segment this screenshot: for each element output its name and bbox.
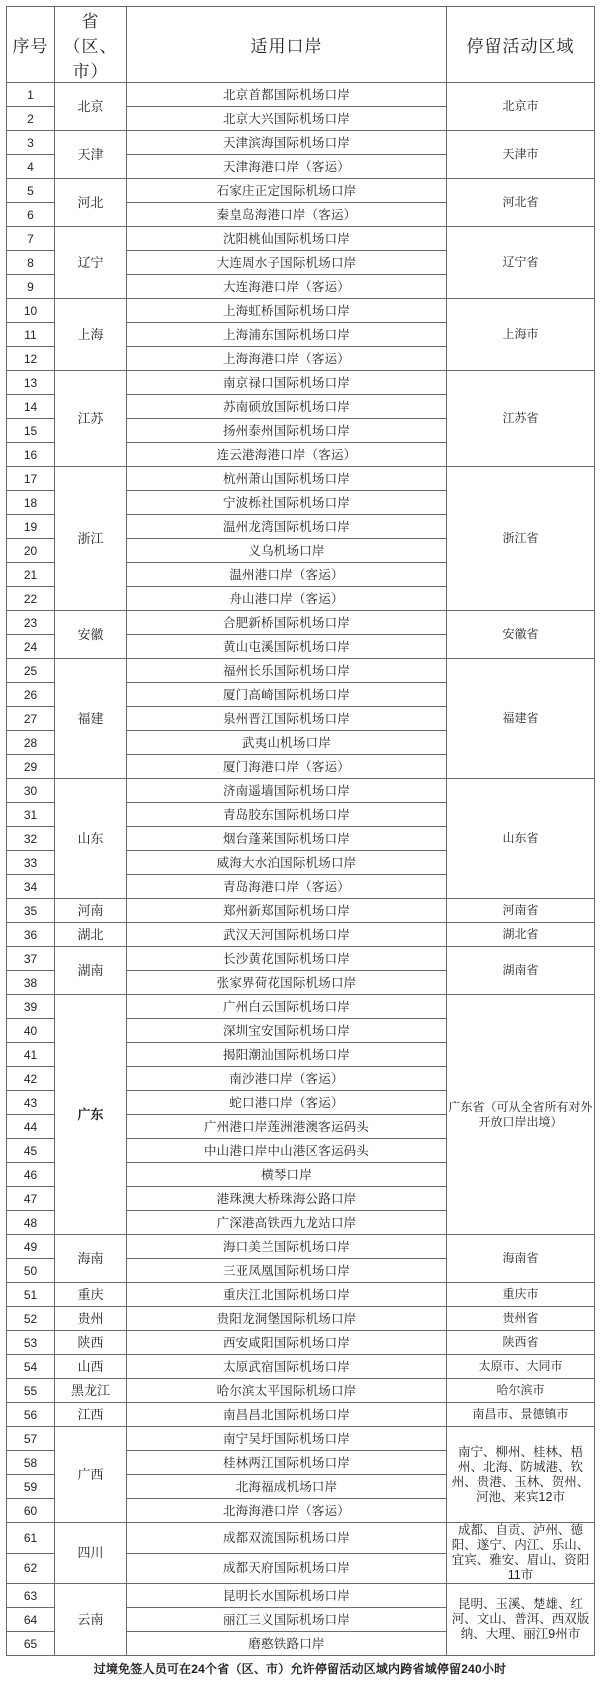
table-row xyxy=(7,299,595,323)
cell-no: 17 xyxy=(7,467,55,491)
cell-province: 安徽 xyxy=(55,611,127,659)
table-row xyxy=(7,779,595,803)
cell-province: 河北 xyxy=(55,179,127,227)
cell-province: 广西 xyxy=(55,1427,127,1523)
cell-no: 63 xyxy=(7,1584,55,1608)
cell-no: 13 xyxy=(7,371,55,395)
cell-no: 53 xyxy=(7,1331,55,1355)
cell-port: 北京首都国际机场口岸 xyxy=(127,83,447,107)
cell-no: 55 xyxy=(7,1379,55,1403)
table-row xyxy=(7,947,595,971)
cell-area: 山东省 xyxy=(447,779,595,899)
cell-port: 苏南硕放国际机场口岸 xyxy=(127,395,447,419)
cell-province: 山东 xyxy=(55,779,127,899)
cell-no: 30 xyxy=(7,779,55,803)
table-row xyxy=(7,1379,595,1403)
cell-no: 29 xyxy=(7,755,55,779)
cell-no: 22 xyxy=(7,587,55,611)
cell-no: 6 xyxy=(7,203,55,227)
cell-no: 60 xyxy=(7,1499,55,1523)
cell-area: 浙江省 xyxy=(447,467,595,611)
cell-province: 陕西 xyxy=(55,1331,127,1355)
table-header xyxy=(7,7,595,83)
cell-port: 大连海港口岸（客运） xyxy=(127,275,447,299)
cell-port: 上海海港口岸（客运） xyxy=(127,347,447,371)
cell-port: 天津滨海国际机场口岸 xyxy=(127,131,447,155)
cell-port: 温州港口岸（客运） xyxy=(127,563,447,587)
cell-port: 舟山港口岸（客运） xyxy=(127,587,447,611)
table-row xyxy=(7,1355,595,1379)
cell-port: 郑州新郑国际机场口岸 xyxy=(127,899,447,923)
cell-port: 义乌机场口岸 xyxy=(127,539,447,563)
cell-no: 14 xyxy=(7,395,55,419)
cell-no: 21 xyxy=(7,563,55,587)
cell-province: 天津 xyxy=(55,131,127,179)
footnote: 过境免签人员可在24个省（区、市）允许停留活动区域内跨省域停留240小时 xyxy=(93,1662,507,1676)
cell-port: 上海浦东国际机场口岸 xyxy=(127,323,447,347)
cell-province: 海南 xyxy=(55,1235,127,1283)
cell-no: 33 xyxy=(7,851,55,875)
table-row xyxy=(7,1283,595,1307)
cell-no: 65 xyxy=(7,1632,55,1656)
cell-port: 杭州萧山国际机场口岸 xyxy=(127,467,447,491)
cell-port: 西安咸阳国际机场口岸 xyxy=(127,1331,447,1355)
table-row xyxy=(7,659,595,683)
cell-no: 37 xyxy=(7,947,55,971)
table-row xyxy=(7,227,595,251)
table-body xyxy=(7,83,595,1656)
cell-port: 上海虹桥国际机场口岸 xyxy=(127,299,447,323)
cell-no: 7 xyxy=(7,227,55,251)
cell-province: 湖北 xyxy=(55,923,127,947)
column-header-province: 省（区、市） xyxy=(55,7,127,83)
cell-port: 重庆江北国际机场口岸 xyxy=(127,1283,447,1307)
cell-area: 成都、自贡、泸州、德阳、遂宁、内江、乐山、宜宾、雅安、眉山、资阳11市 xyxy=(447,1523,595,1584)
cell-port: 南宁吴圩国际机场口岸 xyxy=(127,1427,447,1451)
cell-no: 2 xyxy=(7,107,55,131)
cell-province: 江苏 xyxy=(55,371,127,467)
cell-port: 哈尔滨太平国际机场口岸 xyxy=(127,1379,447,1403)
cell-area: 湖南省 xyxy=(447,947,595,995)
cell-port: 青岛海港口岸（客运） xyxy=(127,875,447,899)
cell-port: 大连周水子国际机场口岸 xyxy=(127,251,447,275)
cell-port: 成都双流国际机场口岸 xyxy=(127,1523,447,1554)
cell-port: 宁波栎社国际机场口岸 xyxy=(127,491,447,515)
table-row xyxy=(7,371,595,395)
cell-no: 52 xyxy=(7,1307,55,1331)
cell-no: 5 xyxy=(7,179,55,203)
cell-no: 59 xyxy=(7,1475,55,1499)
cell-port: 连云港海港口岸（客运） xyxy=(127,443,447,467)
cell-port: 北海福成机场口岸 xyxy=(127,1475,447,1499)
table-row xyxy=(7,1584,595,1608)
cell-no: 10 xyxy=(7,299,55,323)
column-header-port: 适用口岸 xyxy=(127,7,447,83)
cell-no: 19 xyxy=(7,515,55,539)
cell-no: 34 xyxy=(7,875,55,899)
cell-no: 16 xyxy=(7,443,55,467)
cell-port: 揭阳潮汕国际机场口岸 xyxy=(127,1043,447,1067)
cell-province: 河南 xyxy=(55,899,127,923)
cell-no: 47 xyxy=(7,1187,55,1211)
cell-port: 福州长乐国际机场口岸 xyxy=(127,659,447,683)
table-row xyxy=(7,179,595,203)
cell-no: 64 xyxy=(7,1608,55,1632)
cell-no: 3 xyxy=(7,131,55,155)
cell-port: 丽江三义国际机场口岸 xyxy=(127,1608,447,1632)
cell-area: 上海市 xyxy=(447,299,595,371)
cell-area: 贵州省 xyxy=(447,1307,595,1331)
cell-area: 哈尔滨市 xyxy=(447,1379,595,1403)
cell-port: 中山港口岸中山港区客运码头 xyxy=(127,1139,447,1163)
cell-no: 40 xyxy=(7,1019,55,1043)
cell-port: 广州港口岸莲洲港澳客运码头 xyxy=(127,1115,447,1139)
cell-area: 河北省 xyxy=(447,179,595,227)
cell-area: 昆明、玉溪、楚雄、红河、文山、普洱、西双版纳、大理、丽江9州市 xyxy=(447,1584,595,1656)
cell-area: 河南省 xyxy=(447,899,595,923)
cell-area: 南昌市、景德镇市 xyxy=(447,1403,595,1427)
cell-port: 扬州泰州国际机场口岸 xyxy=(127,419,447,443)
table-row xyxy=(7,1427,595,1451)
cell-province: 四川 xyxy=(55,1523,127,1584)
cell-area: 重庆市 xyxy=(447,1283,595,1307)
cell-port: 石家庄正定国际机场口岸 xyxy=(127,179,447,203)
cell-no: 42 xyxy=(7,1067,55,1091)
cell-area: 安徽省 xyxy=(447,611,595,659)
cell-province: 广东 xyxy=(55,995,127,1235)
cell-no: 41 xyxy=(7,1043,55,1067)
cell-port: 海口美兰国际机场口岸 xyxy=(127,1235,447,1259)
cell-port: 青岛胶东国际机场口岸 xyxy=(127,803,447,827)
cell-province: 湖南 xyxy=(55,947,127,995)
cell-port: 烟台蓬莱国际机场口岸 xyxy=(127,827,447,851)
cell-no: 27 xyxy=(7,707,55,731)
cell-province: 上海 xyxy=(55,299,127,371)
cell-province: 山西 xyxy=(55,1355,127,1379)
cell-port: 太原武宿国际机场口岸 xyxy=(127,1355,447,1379)
cell-no: 50 xyxy=(7,1259,55,1283)
table-row xyxy=(7,1331,595,1355)
cell-province: 北京 xyxy=(55,83,127,131)
cell-province: 云南 xyxy=(55,1584,127,1656)
table-row xyxy=(7,1307,595,1331)
cell-port: 沈阳桃仙国际机场口岸 xyxy=(127,227,447,251)
cell-port: 磨憨铁路口岸 xyxy=(127,1632,447,1656)
cell-no: 51 xyxy=(7,1283,55,1307)
table-row xyxy=(7,923,595,947)
cell-no: 25 xyxy=(7,659,55,683)
table-row xyxy=(7,1523,595,1554)
cell-no: 26 xyxy=(7,683,55,707)
cell-no: 35 xyxy=(7,899,55,923)
table-row xyxy=(7,995,595,1019)
cell-port: 秦皇岛海港口岸（客运） xyxy=(127,203,447,227)
table-row xyxy=(7,83,595,107)
cell-port: 泉州晋江国际机场口岸 xyxy=(127,707,447,731)
cell-port: 合肥新桥国际机场口岸 xyxy=(127,611,447,635)
cell-port: 天津海港口岸（客运） xyxy=(127,155,447,179)
cell-area: 陕西省 xyxy=(447,1331,595,1355)
table-row xyxy=(7,611,595,635)
cell-area: 江苏省 xyxy=(447,371,595,467)
cell-no: 49 xyxy=(7,1235,55,1259)
cell-no: 39 xyxy=(7,995,55,1019)
cell-no: 57 xyxy=(7,1427,55,1451)
cell-no: 43 xyxy=(7,1091,55,1115)
table-header-row xyxy=(7,7,595,83)
cell-port: 南京禄口国际机场口岸 xyxy=(127,371,447,395)
cell-port: 黄山屯溪国际机场口岸 xyxy=(127,635,447,659)
cell-no: 12 xyxy=(7,347,55,371)
cell-province: 黑龙江 xyxy=(55,1379,127,1403)
cell-port: 北海海港口岸（客运） xyxy=(127,1499,447,1523)
cell-area: 海南省 xyxy=(447,1235,595,1283)
ports-table xyxy=(6,6,595,1656)
cell-port: 长沙黄花国际机场口岸 xyxy=(127,947,447,971)
cell-port: 桂林两江国际机场口岸 xyxy=(127,1451,447,1475)
cell-no: 11 xyxy=(7,323,55,347)
cell-port: 张家界荷花国际机场口岸 xyxy=(127,971,447,995)
cell-area: 太原市、大同市 xyxy=(447,1355,595,1379)
cell-area: 南宁、柳州、桂林、梧州、北海、防城港、钦州、贵港、玉林、贺州、河池、来宾12市 xyxy=(447,1427,595,1523)
cell-port: 厦门高崎国际机场口岸 xyxy=(127,683,447,707)
cell-port: 南昌昌北国际机场口岸 xyxy=(127,1403,447,1427)
cell-port: 广州白云国际机场口岸 xyxy=(127,995,447,1019)
cell-province: 江西 xyxy=(55,1403,127,1427)
cell-port: 厦门海港口岸（客运） xyxy=(127,755,447,779)
cell-province: 浙江 xyxy=(55,467,127,611)
cell-no: 15 xyxy=(7,419,55,443)
cell-no: 8 xyxy=(7,251,55,275)
cell-no: 32 xyxy=(7,827,55,851)
cell-no: 38 xyxy=(7,971,55,995)
cell-no: 56 xyxy=(7,1403,55,1427)
table-row xyxy=(7,1403,595,1427)
cell-no: 58 xyxy=(7,1451,55,1475)
table-row xyxy=(7,899,595,923)
cell-port: 贵阳龙洞堡国际机场口岸 xyxy=(127,1307,447,1331)
cell-area: 北京市 xyxy=(447,83,595,131)
cell-no: 1 xyxy=(7,83,55,107)
cell-province: 贵州 xyxy=(55,1307,127,1331)
cell-area: 广东省（可从全省所有对外开放口岸出境） xyxy=(447,995,595,1235)
table-row xyxy=(7,1235,595,1259)
cell-no: 62 xyxy=(7,1553,55,1584)
cell-port: 南沙港口岸（客运） xyxy=(127,1067,447,1091)
cell-port: 武汉天河国际机场口岸 xyxy=(127,923,447,947)
cell-no: 54 xyxy=(7,1355,55,1379)
cell-area: 辽宁省 xyxy=(447,227,595,299)
cell-port: 横琴口岸 xyxy=(127,1163,447,1187)
cell-port: 温州龙湾国际机场口岸 xyxy=(127,515,447,539)
cell-port: 北京大兴国际机场口岸 xyxy=(127,107,447,131)
cell-area: 天津市 xyxy=(447,131,595,179)
cell-area: 湖北省 xyxy=(447,923,595,947)
cell-no: 46 xyxy=(7,1163,55,1187)
table-row xyxy=(7,131,595,155)
cell-no: 20 xyxy=(7,539,55,563)
cell-province: 福建 xyxy=(55,659,127,779)
cell-port: 广深港高铁西九龙站口岸 xyxy=(127,1211,447,1235)
cell-port: 昆明长水国际机场口岸 xyxy=(127,1584,447,1608)
column-header-area: 停留活动区域 xyxy=(447,7,595,83)
cell-port: 三亚凤凰国际机场口岸 xyxy=(127,1259,447,1283)
cell-no: 48 xyxy=(7,1211,55,1235)
cell-no: 4 xyxy=(7,155,55,179)
cell-port: 济南遥墙国际机场口岸 xyxy=(127,779,447,803)
cell-no: 9 xyxy=(7,275,55,299)
cell-no: 36 xyxy=(7,923,55,947)
cell-port: 蛇口港口岸（客运） xyxy=(127,1091,447,1115)
cell-no: 31 xyxy=(7,803,55,827)
cell-port: 成都天府国际机场口岸 xyxy=(127,1553,447,1584)
cell-no: 18 xyxy=(7,491,55,515)
cell-port: 武夷山机场口岸 xyxy=(127,731,447,755)
cell-no: 28 xyxy=(7,731,55,755)
cell-port: 港珠澳大桥珠海公路口岸 xyxy=(127,1187,447,1211)
column-header-no: 序号 xyxy=(7,7,55,83)
cell-area: 福建省 xyxy=(447,659,595,779)
cell-no: 24 xyxy=(7,635,55,659)
cell-port: 威海大水泊国际机场口岸 xyxy=(127,851,447,875)
table-row xyxy=(7,467,595,491)
cell-province: 重庆 xyxy=(55,1283,127,1307)
cell-port: 深圳宝安国际机场口岸 xyxy=(127,1019,447,1043)
cell-no: 61 xyxy=(7,1523,55,1554)
cell-no: 45 xyxy=(7,1139,55,1163)
cell-no: 23 xyxy=(7,611,55,635)
cell-no: 44 xyxy=(7,1115,55,1139)
cell-province: 辽宁 xyxy=(55,227,127,299)
